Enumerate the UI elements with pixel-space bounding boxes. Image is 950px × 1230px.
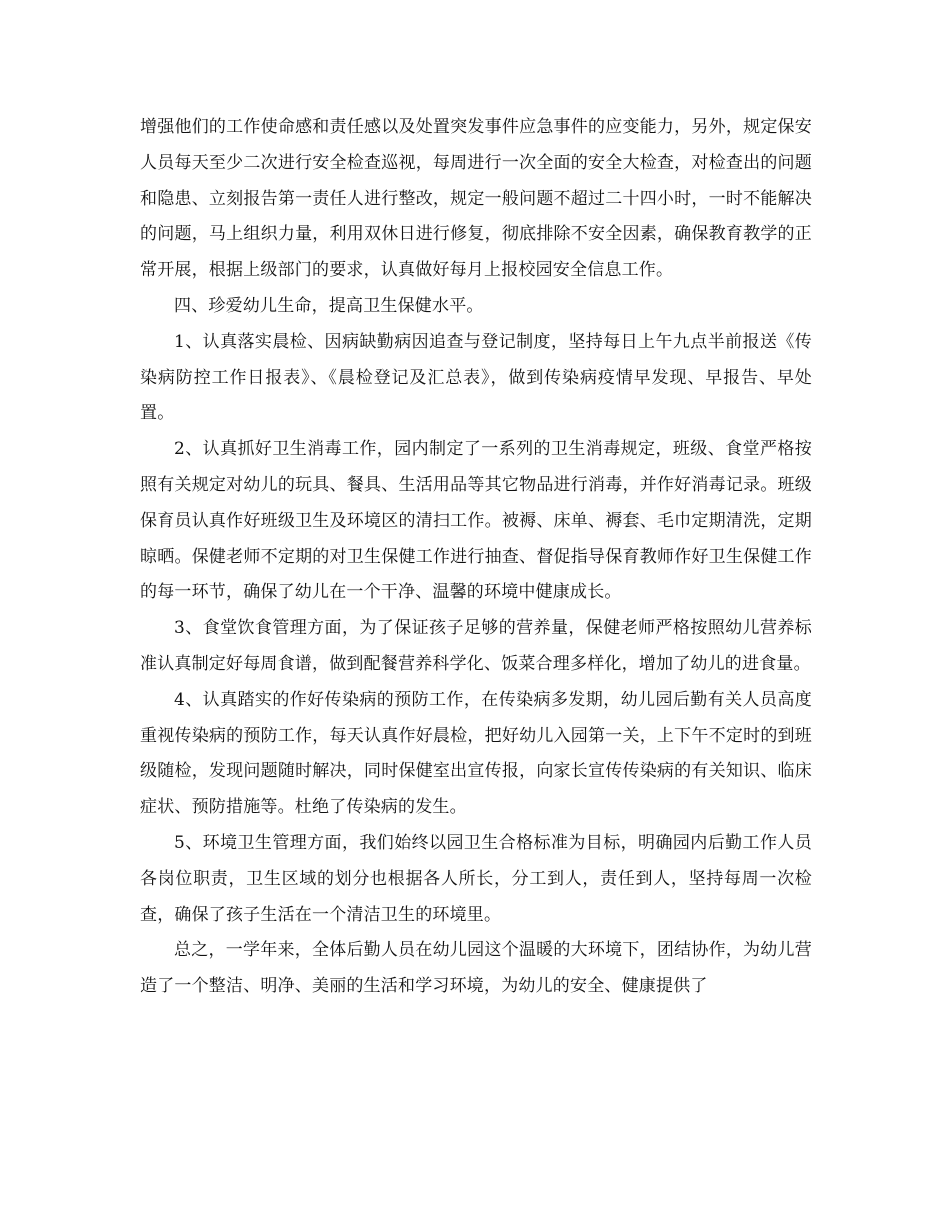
paragraph-morning-check: 1、认真落实晨检、因病缺勤病因追查与登记制度，坚持每日上午九点半前报送《传染病防控工作日报表》、《晨检登记及汇总表》，做到传染病疫情早发现、早报告、早处置。 — [140, 331, 812, 424]
paragraph-disinfection: 2、认真抓好卫生消毒工作，园内制定了一系列的卫生消毒规定，班级、食堂严格按照有关规定对幼儿的玩具、餐具、生活用品等其它物品进行消毒，并作好消毒记录。班级保育员认真作好班级卫生及环境区的清扫工作。被褥、床单、褥套、毛巾定期清洗，定期晾晒。保健老师不定期的对卫生保健工作进行抽查、督促指导保育教师作好卫生保健工作的每一环节，确保了幼儿在一个干净、温馨的环境中健康成长。 — [140, 439, 812, 603]
paragraph-environment: 5、环境卫生管理方面，我们始终以园卫生合格标准为目标，明确园内后勤工作人员各岗位职责，卫生区域的划分也根据各人所长，分工到人，责任到人，坚持每周一次检查，确保了孩子生活在一个清洁卫生的环境里。 — [140, 832, 812, 925]
section-heading-health: 四、珍爱幼儿生命，提高卫生保健水平。 — [174, 295, 484, 316]
paragraph-disease-prevention: 4、认真踏实的作好传染病的预防工作，在传染病多发期，幼儿园后勤有关人员高度重视传染病的预防工作，每天认真作好晨检，把好幼儿入园第一关，上下午不定时的到班级随检，发现问题随时解决，同时保健室出宣传报，向家长宣传传染病的有关知识、临床症状、预防措施等。杜绝了传染病的发生。 — [140, 689, 812, 818]
paragraph-safety-inspection: 增强他们的工作使命感和责任感以及处置突发事件应急事件的应变能力，另外，规定保安人员每天至少二次进行安全检查巡视，每周进行一次全面的安全大检查，对检查出的问题和隐患、立刻报告第一责任人进行整改，规定一般问题不超过二十四小时，一时不能解决的问题，马上组织力量，利用双休日进行修复，彻底排除不安全因素，确保教育教学的正常开展，根据上级部门的要求，认真做好每月上报校园安全信息工作。 — [140, 117, 812, 281]
document-body — [140, 110, 812, 1005]
paragraph-canteen: 3、食堂饮食管理方面，为了保证孩子足够的营养量，保健老师严格按照幼儿营养标准认真制定好每周食谱，做到配餐营养科学化、饭菜合理多样化，增加了幼儿的进食量。 — [140, 618, 812, 674]
paragraph-summary: 总之，一学年来，全体后勤人员在幼儿园这个温暖的大环境下，团结协作，为幼儿营造了一个整洁、明净、美丽的生活和学习环境，为幼儿的安全、健康提供了 — [140, 940, 812, 997]
